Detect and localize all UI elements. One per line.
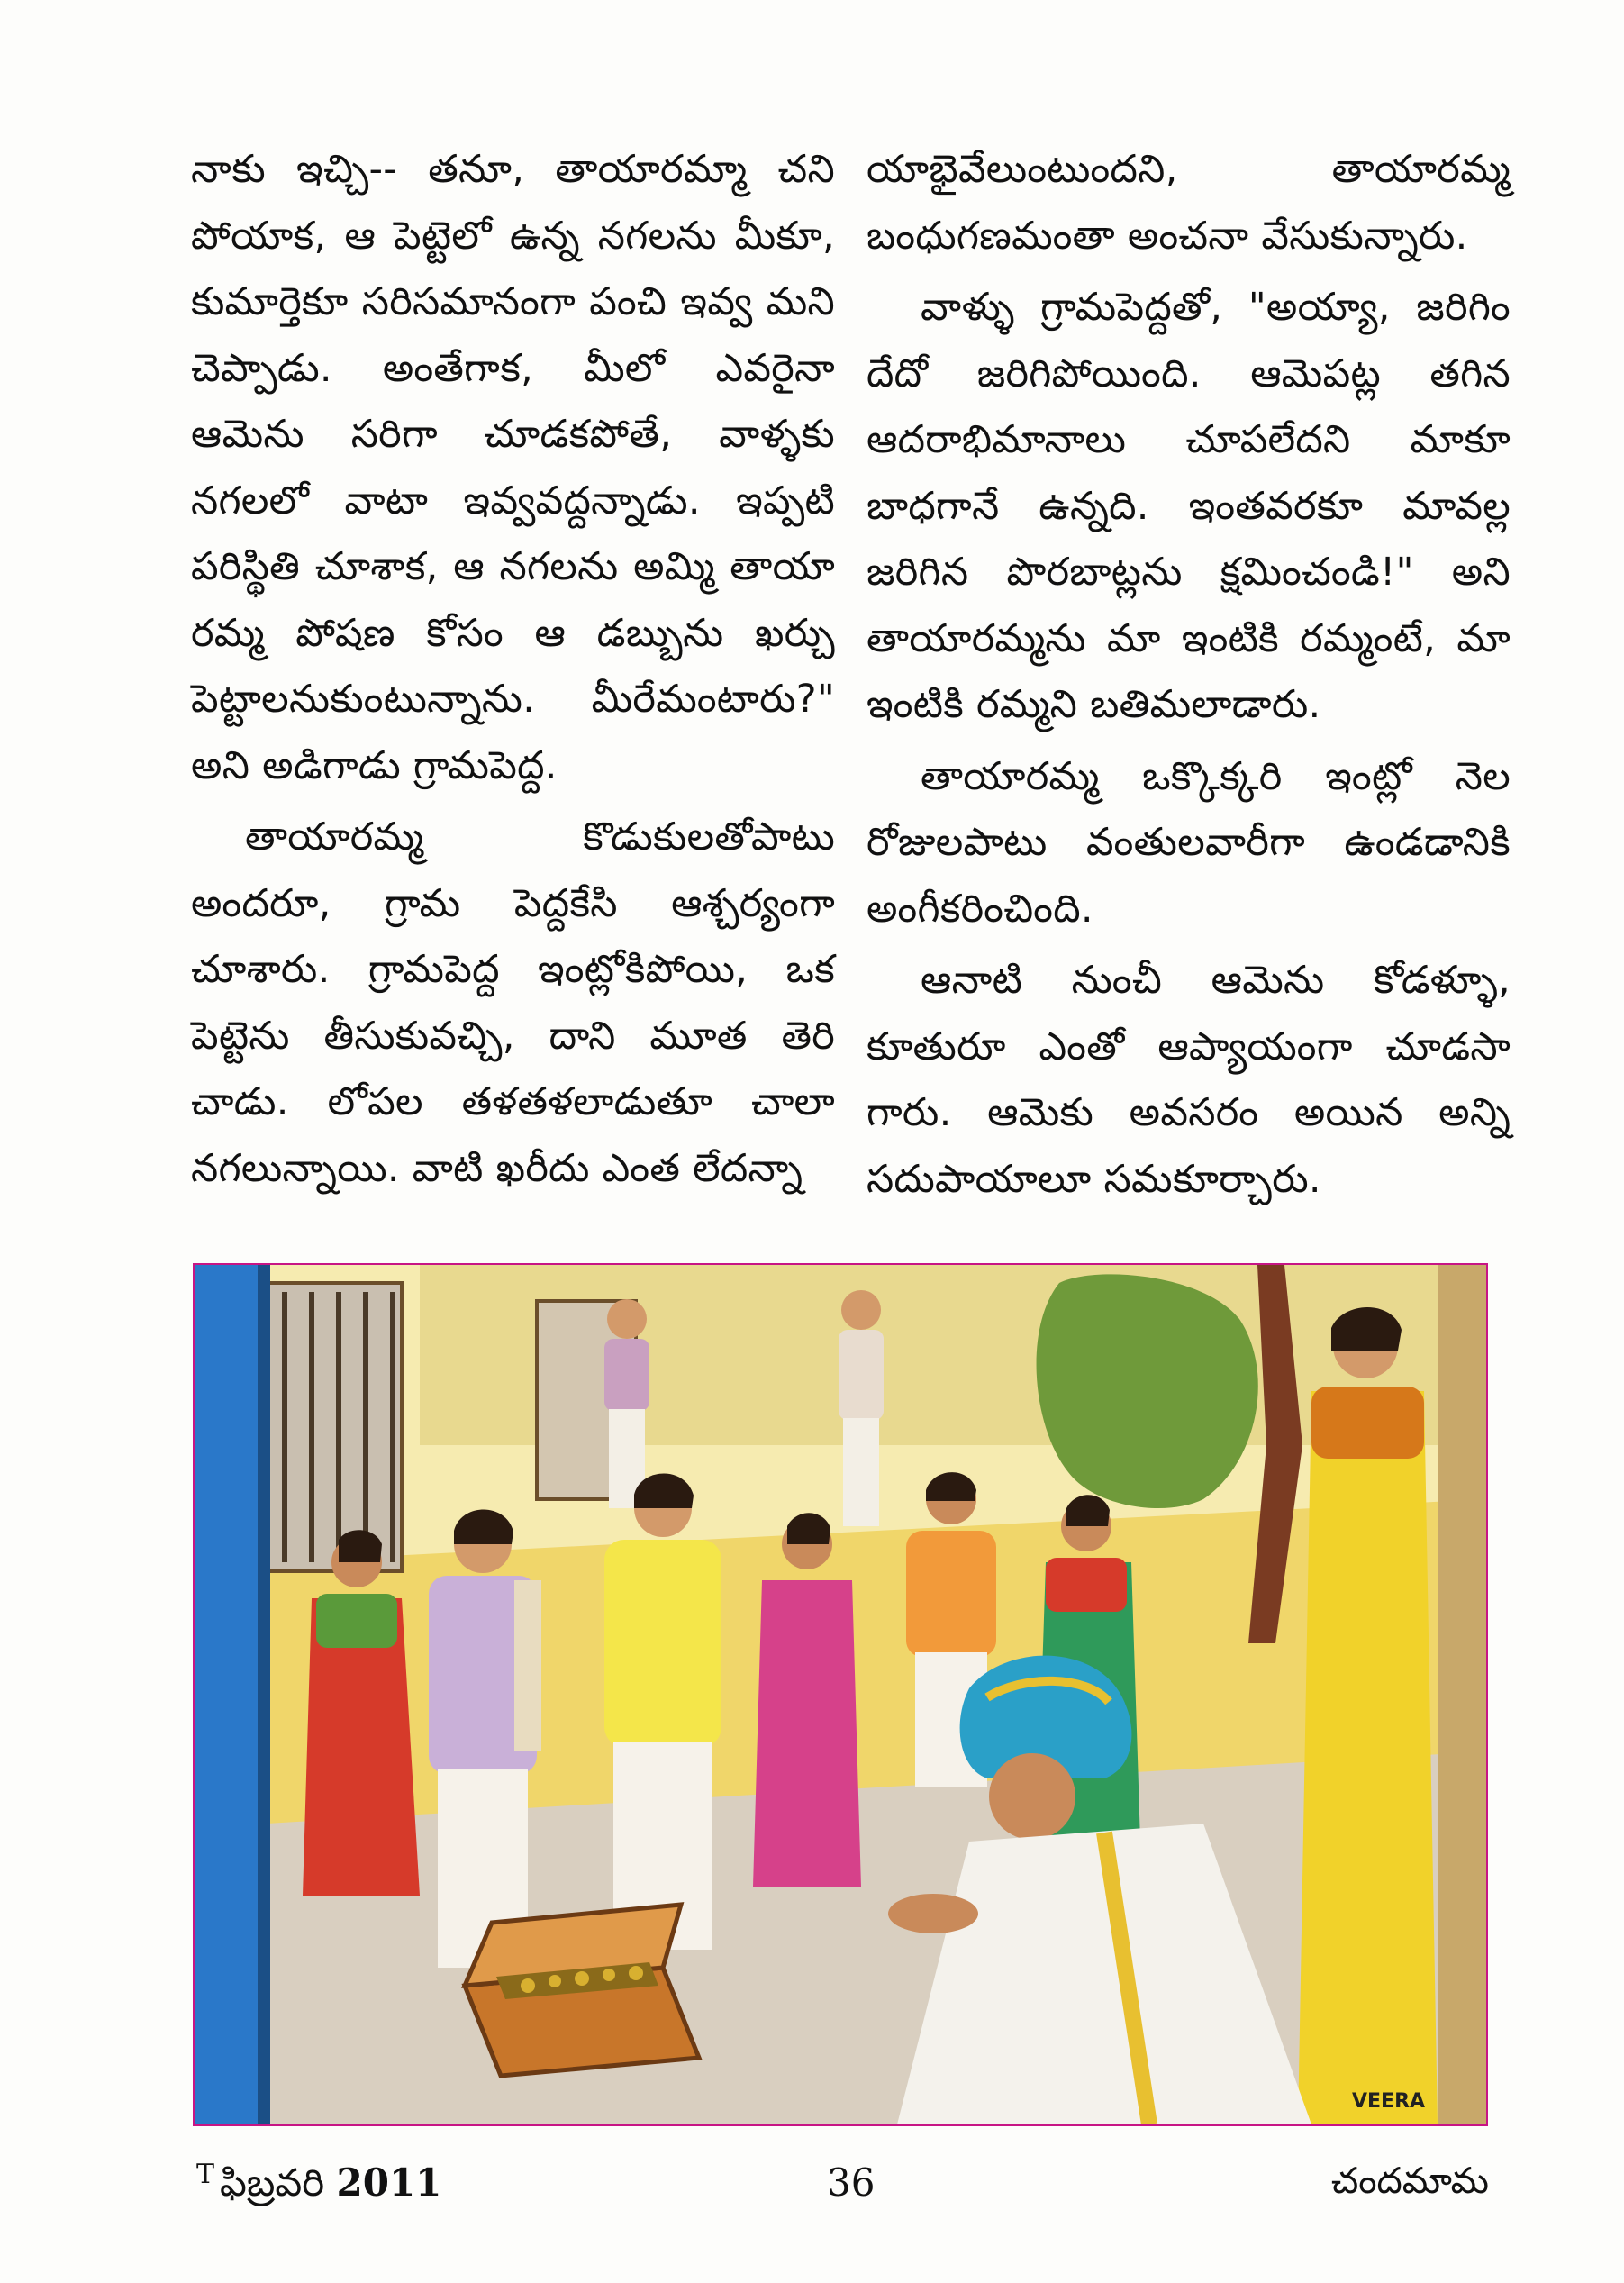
page-footer [0,2153,1624,2225]
page-number: 36 [827,2160,876,2205]
illustration-drawing [195,1265,1486,2124]
magazine-name: చందమామ [1330,2160,1489,2202]
issue-month: ఫిబ్రవరి [220,2160,325,2205]
footer-mark: T [196,2159,215,2190]
issue-date [220,2160,441,2215]
paragraph: నాకు ఇచ్చి-- తనూ, తాయారమ్మా చని పోయాక, ఆ పెట్టెలో ఉన్న నగలను మీకూ, కుమార్తెకూ సరిసమానంగా పంచి ఇవ్వ మని చెప్పాడు. అంతేగాక, మీలో ఎవరైనా ఆమెను సరిగా చూడకపోతే, వాళ్ళకు నగలలో వాటా ఇవ్వవద్దన్నాడు. ఇప్పటి పరిస్థితి చూశాక, ఆ నగలను అమ్మి తాయా రమ్మ పోషణ కోసం ఆ డబ్బును ఖర్చు పెట్టాలనుకుంటున్నాను. మీరేమంటారు?" అని అడిగాడు గ్రామపెద్ద. [191,147,835,788]
issue-year: 2011 [336,2160,442,2205]
paragraph: తాయారమ్మ ఒక్కొక్కరి ఇంట్లో నెల రోజులపాటు వంతులవారీగా ఉండడానికి అంగీకరించింది. [866,753,1511,932]
paragraph: వాళ్ళు గ్రామపెద్దతో, "అయ్యా, జరిగిం దేదో జరిగిపోయింది. ఆమెపట్ల తగిన ఆదరాభిమానాలు చూపలేదని మాకూ బాధగానే ఉన్నది. ఇంతవరకూ మావల్ల జరిగిన పొరబాట్లను క్షమించండి!" అని తాయారమ్మను మా ఇంటికి రమ్మంటే, మా ఇంటికి రమ్మని బతిమలాడారు. [866,285,1511,727]
paragraph: ఆనాటి నుంచీ ఆమెను కోడళ్ళూ, కూతురూ ఎంతో ఆప్యాయంగా చూడసా గారు. ఆమెకు అవసరం అయిన అన్ని సదుపాయాలూ సమకూర్చారు. [866,958,1511,1202]
story-illustration [193,1263,1488,2126]
artist-signature: VEERA [1352,2090,1426,2113]
text-column-right [866,137,1511,1213]
paragraph: యాభైవేలుంటుందని, తాయారమ్మ బంధుగణమంతా అంచనా వేసుకున్నారు. [866,147,1511,259]
text-column-left [191,137,835,1202]
paragraph: తాయారమ్మ కొడుకులతోపాటు అందరూ, గ్రామ పెద్దకేసి ఆశ్చర్యంగా చూశారు. గ్రామపెద్ద ఇంట్లోకిపోయి, ఒక పెట్టెను తీసుకువచ్చి, దాని మూత తెరి చాడు. లోపల తళతళలాడుతూ చాలా నగలున్నాయి. వాటి ఖరీదు ఎంత లేదన్నా [191,814,835,1191]
